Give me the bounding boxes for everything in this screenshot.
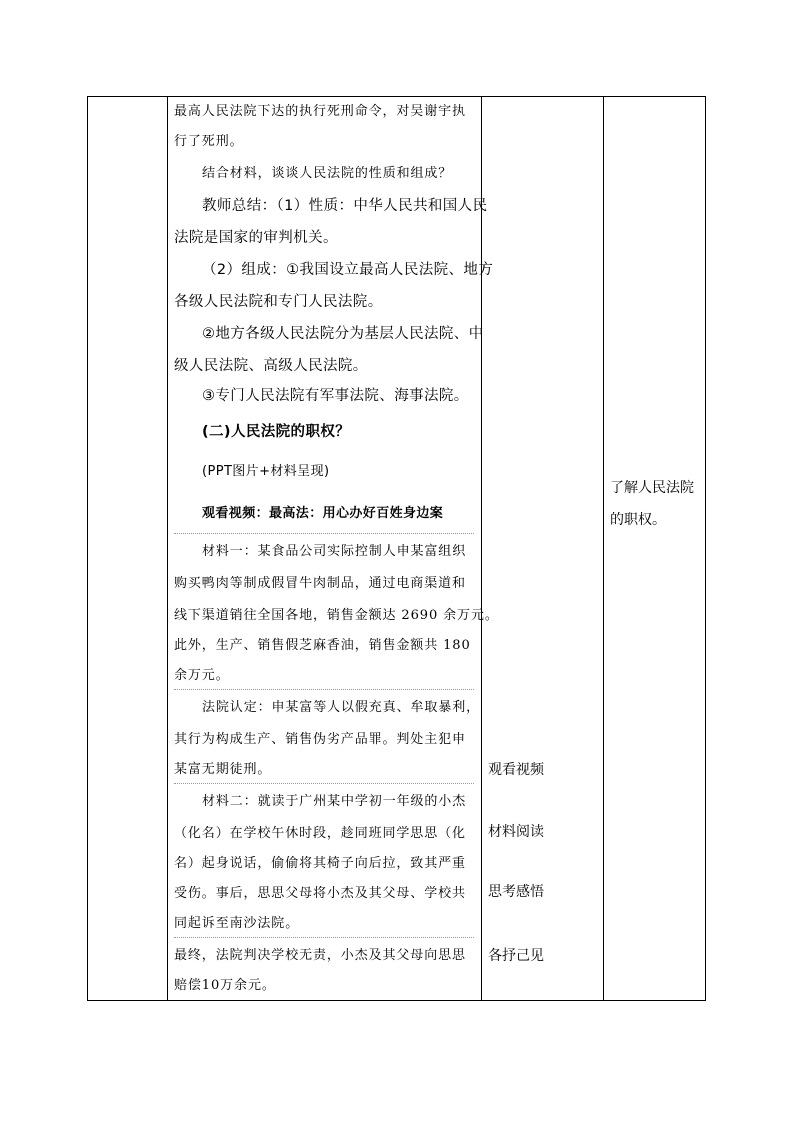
design-intent-cell xyxy=(604,97,706,1000)
material-line: 余万元。 xyxy=(174,668,230,683)
activity-item: 各抒己见 xyxy=(488,948,544,964)
lesson-table xyxy=(87,96,706,1001)
summary-line: 教师总结：（1）性质：中华人民共和国人民 xyxy=(202,198,488,214)
material-line: 最终，法院判决学校无责，小杰及其父母向思思 xyxy=(174,948,466,963)
content-line: 最高人民法院下达的执行死刑命令，对吴谢宇执 xyxy=(174,104,466,119)
intent-line: 了解人民法院 xyxy=(610,480,694,496)
activity-item: 观看视频 xyxy=(488,762,544,778)
summary-line: 各级人民法院和专门人民法院。 xyxy=(174,294,383,310)
activity-item: 材料阅读 xyxy=(488,824,544,840)
material-line: 材料二：就读于广州某中学初一年级的小杰 xyxy=(202,794,467,809)
material-line: 赔偿10万余元。 xyxy=(174,978,276,993)
divider xyxy=(174,689,474,690)
summary-line: 级人民法院、高级人民法院。 xyxy=(174,358,368,374)
material-line: 法院认定：申某富等人以假充真、牟取暴利， xyxy=(202,700,481,715)
divider xyxy=(174,783,474,784)
summary-line: 法院是国家的审判机关。 xyxy=(174,230,338,246)
divider xyxy=(174,533,474,534)
video-title: 观看视频：最高法：用心办好百姓身边案 xyxy=(202,506,444,521)
divider xyxy=(174,937,474,938)
ppt-note: (PPT图片+材料呈现) xyxy=(202,464,330,479)
material-line: （化名）在学校午休时段，趁同班同学思思（化 xyxy=(174,826,466,841)
activity-item: 思考感悟 xyxy=(488,884,544,900)
intent-line: 的职权。 xyxy=(610,512,666,528)
teaching-content-cell xyxy=(168,97,499,1000)
material-line: 某富无期徒刑。 xyxy=(174,762,272,777)
summary-line: （2）组成：①我国设立最高人民法院、地方 xyxy=(202,262,494,278)
material-line: 线下渠道销往全国各地，销售金额达 2690 余万元。 xyxy=(174,608,499,623)
material-line: 此外，生产、销售假芝麻香油，销售金额共 180 xyxy=(174,638,471,653)
material-line: 其行为构成生产、销售伪劣产品罪。判处主犯申 xyxy=(174,732,466,747)
section-heading: (二)人民法院的职权？ xyxy=(202,424,351,440)
material-line: 受伤。事后，思思父母将小杰及其父母、学校共 xyxy=(174,886,466,901)
student-activity-cell xyxy=(482,97,604,1000)
material-line: 材料一：某食品公司实际控制人申某富组织 xyxy=(202,544,467,559)
summary-line: ③专门人民法院有军事法院、海事法院。 xyxy=(202,388,469,404)
material-line: 同起诉至南沙法院。 xyxy=(174,916,300,931)
content-line: 行了死刑。 xyxy=(174,134,244,149)
summary-line: ②地方各级人民法院分为基层人民法院、中 xyxy=(202,326,484,342)
material-line: 购买鸭肉等制成假冒牛肉制品，通过电商渠道和 xyxy=(174,576,466,591)
question-line: 结合材料，谈谈人民法院的性质和组成？ xyxy=(202,166,453,181)
material-line: 名）起身说话，偷偷将其椅子向后拉，致其严重 xyxy=(174,856,466,871)
